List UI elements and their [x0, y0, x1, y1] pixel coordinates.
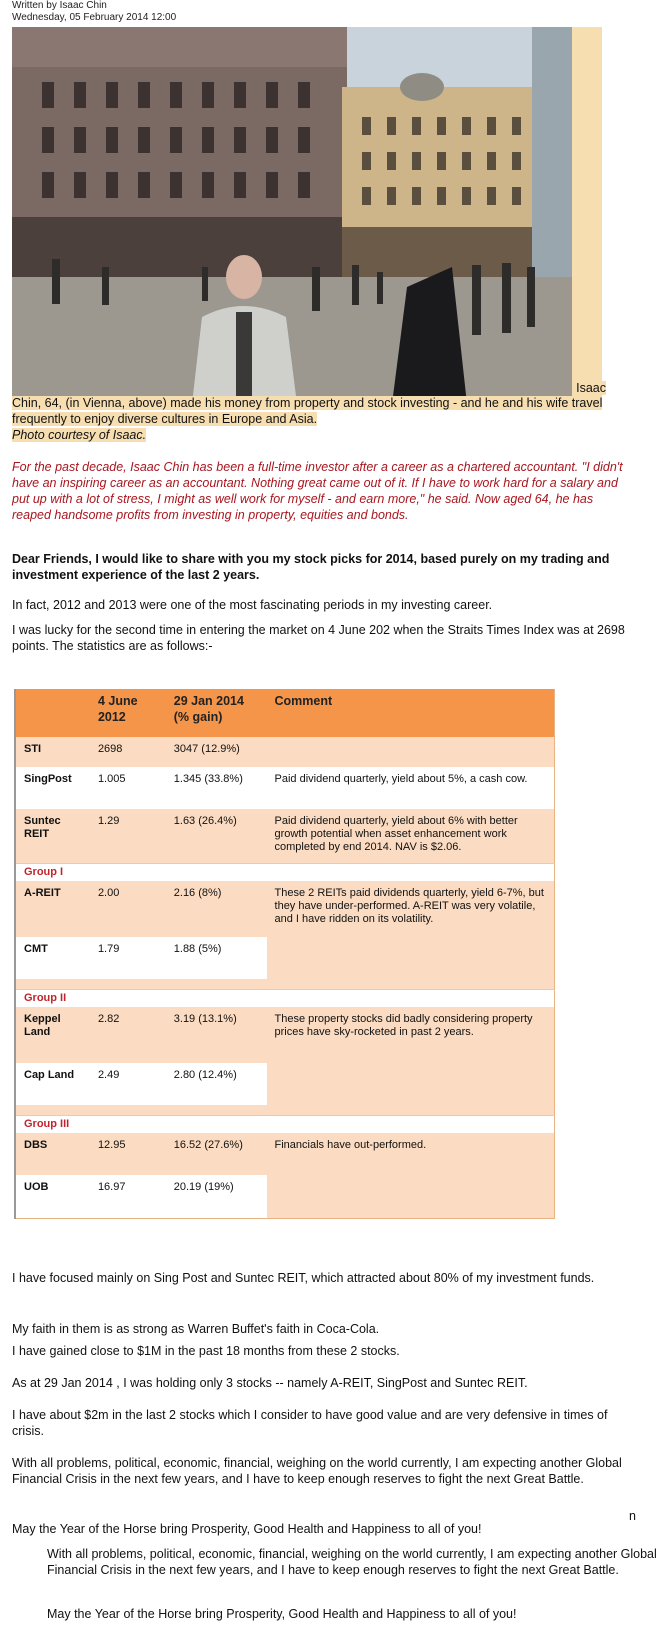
price-june: 2.00	[90, 881, 166, 937]
price-jan: 2.80 (12.4%)	[166, 1063, 267, 1105]
stock-comment: Paid dividend quarterly, yield about 6% with better growth potential when asset enhancement work completed by end 2014. NAV is $2.06.	[267, 809, 555, 863]
header-comment: Comment	[267, 689, 555, 737]
price-jan: 1.63 (26.4%)	[166, 809, 267, 863]
vienna-photo	[12, 27, 572, 404]
group-label-row	[15, 863, 555, 881]
header-stock	[15, 689, 90, 737]
paragraph-11: May the Year of the Horse bring Prosperity, Good Health and Happiness to all of you!	[47, 1607, 517, 1621]
paragraph-5: I have gained close to $1M in the past 18 months from these 2 stocks.	[12, 1344, 400, 1358]
caption-start: Isaac	[576, 381, 606, 395]
author-line: Written by Isaac Chin	[12, 0, 107, 11]
date-line: Wednesday, 05 February 2014 12:00	[12, 12, 177, 23]
group-label: Group I	[15, 863, 555, 881]
table-header-row	[15, 689, 555, 737]
stock-comment: Paid dividend quarterly, yield about 5%, a cash cow.	[267, 767, 555, 809]
paragraph-10: With all problems, political, economic, financial, weighing on the world currently, I am expecting another Global Financial Crisis in the next few years, and I have to keep enough reserves to fight the next Great Battle.	[47, 1547, 657, 1577]
paragraph-6: As at 29 Jan 2014 , I was holding only 3 stocks -- namely A-REIT, SingPost and Suntec REIT.	[12, 1376, 528, 1390]
table-row	[15, 1007, 555, 1063]
paragraph-8: With all problems, political, economic, financial, weighing on the world currently, I am expecting another Global Financial Crisis in the next few years, and I have to keep enough reserves to fight the next Great Battle.	[12, 1456, 622, 1486]
price-jan: 1.345 (33.8%)	[166, 767, 267, 809]
stock-name: A-REIT	[15, 881, 90, 937]
stock-comment: These 2 REITs paid dividends quarterly, yield 6-7%, but they have under-performed. A-REIT was very volatile, and I have ridden on its volatility.	[267, 881, 555, 979]
table-row	[15, 881, 555, 937]
price-june: 2698	[90, 737, 166, 767]
price-june: 1.29	[90, 809, 166, 863]
price-june: 12.95	[90, 1133, 166, 1175]
price-jan: 3047 (12.9%)	[166, 737, 267, 767]
paragraph-9: May the Year of the Horse bring Prosperity, Good Health and Happiness to all of you!	[12, 1522, 482, 1536]
stock-name: CMT	[15, 937, 90, 979]
stock-table	[14, 689, 555, 1219]
price-june: 2.82	[90, 1007, 166, 1063]
table-row	[15, 767, 555, 809]
price-june: 16.97	[90, 1175, 166, 1219]
group-label-row	[15, 989, 555, 1007]
price-jan: 1.88 (5%)	[166, 937, 267, 979]
group-label: Group III	[15, 1115, 555, 1133]
stock-name: Keppel Land	[15, 1007, 90, 1063]
price-june: 1.005	[90, 767, 166, 809]
photo-caption: Chin, 64, (in Vienna, above) made his money from property and stock investing - and he and his wife travel frequently to enjoy diverse cultures in Europe and Asia.	[12, 396, 603, 426]
stock-name: UOB	[15, 1175, 90, 1219]
stock-name: DBS	[15, 1133, 90, 1175]
paragraph-1: In fact, 2012 and 2013 were one of the most fascinating periods in my investing career.	[12, 598, 493, 612]
stock-name: SingPost	[15, 767, 90, 809]
price-jan: 2.16 (8%)	[166, 881, 267, 937]
photo-credit: Photo courtesy of Isaac.	[12, 428, 147, 442]
price-jan: 20.19 (19%)	[166, 1175, 267, 1219]
price-jan: 3.19 (13.1%)	[166, 1007, 267, 1063]
photo-block	[12, 27, 602, 404]
header-jan: 29 Jan 2014 (% gain)	[166, 689, 267, 737]
table-row	[15, 1133, 555, 1175]
paragraph-4: My faith in them is as strong as Warren Buffet's faith in Coca-Cola.	[12, 1322, 380, 1336]
greeting-paragraph: Dear Friends, I would like to share with you my stock picks for 2014, based purely on my trading and investment experience of the last 2 years.	[12, 552, 610, 582]
paragraph-2: I was lucky for the second time in entering the market on 4 June 202 when the Straits Times Index was at 2698 points. The statistics are as follows:-	[12, 623, 625, 653]
intro-paragraph: For the past decade, Isaac Chin has been a full-time investor after a career as a chartered accountant. "I didn't have an inspiring career as an accountant. Nothing great came out of it. If I have to work hard for a salary and put up with a lot of stress, I might as well work for myself - and earn more," he said. Now aged 64, he has reaped handsome profits from investing in property, equities and bonds.	[12, 460, 623, 522]
stock-comment: These property stocks did badly considering property prices have sky-rocketed in past 2 years.	[267, 1007, 555, 1105]
stock-name: STI	[15, 737, 90, 767]
price-june: 1.79	[90, 937, 166, 979]
price-jan: 16.52 (27.6%)	[166, 1133, 267, 1175]
stray-character: n	[629, 1509, 636, 1523]
price-june: 2.49	[90, 1063, 166, 1105]
paragraph-3: I have focused mainly on Sing Post and Suntec REIT, which attracted about 80% of my investment funds.	[12, 1271, 595, 1285]
stock-name: Suntec REIT	[15, 809, 90, 863]
header-june: 4 June 2012	[90, 689, 166, 737]
table-row	[15, 737, 555, 767]
stock-comment: Financials have out-performed.	[267, 1133, 555, 1219]
group-label-row	[15, 1115, 555, 1133]
stock-name: Cap Land	[15, 1063, 90, 1105]
paragraph-7: I have about $2m in the last 2 stocks which I consider to have good value and are very defensive in times of crisis.	[12, 1408, 608, 1438]
group-label: Group II	[15, 989, 555, 1007]
table-row	[15, 809, 555, 863]
